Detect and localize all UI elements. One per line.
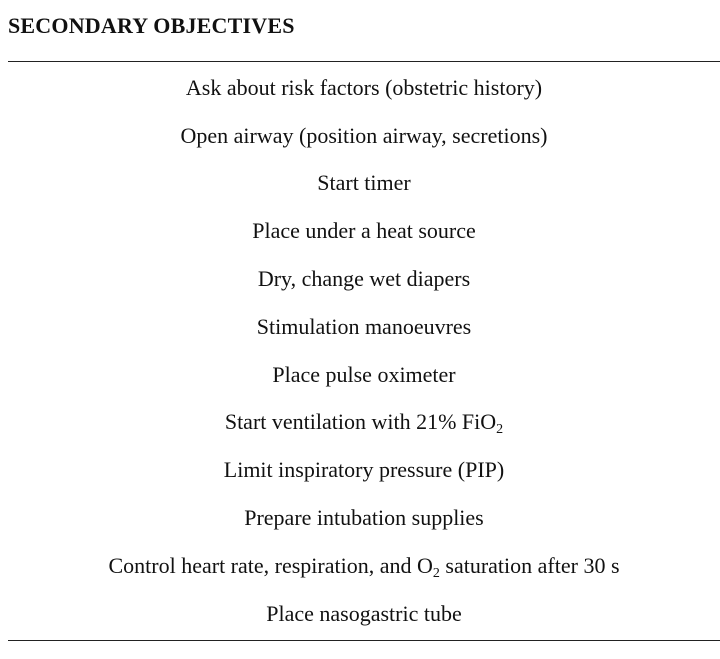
row-subscript: 2 — [432, 565, 440, 581]
row-text-pre: Control heart rate, respiration, and O — [108, 552, 433, 578]
top-rule — [8, 61, 720, 62]
row-text: Open airway (position airway, secretions) — [180, 122, 548, 148]
bottom-rule — [8, 640, 720, 641]
row-subscript: 2 — [496, 422, 504, 438]
table-row — [0, 160, 720, 208]
table-row — [0, 112, 720, 160]
table-row — [0, 446, 720, 494]
table-row — [0, 542, 720, 590]
row-text: Stimulation manoeuvres — [256, 313, 472, 339]
objectives-list — [0, 64, 720, 638]
table-title: SECONDARY OBJECTIVES — [8, 13, 295, 38]
row-text — [108, 553, 619, 579]
row-text: Place nasogastric tube — [266, 600, 462, 626]
table-row — [0, 494, 720, 542]
row-text-pre: Start ventilation with 21% FiO — [224, 409, 497, 435]
table-row — [0, 399, 720, 447]
row-text-post: saturation after 30 s — [439, 552, 620, 578]
row-text: Place under a heat source — [252, 218, 476, 244]
row-text: Dry, change wet diapers — [257, 266, 471, 292]
row-text — [224, 409, 504, 438]
row-text: Start timer — [317, 170, 411, 196]
row-text: Ask about risk factors (obstetric history) — [185, 74, 543, 100]
table-row — [0, 64, 720, 112]
row-text: Place pulse oximeter — [272, 361, 456, 387]
table-row — [0, 351, 720, 399]
table-row — [0, 207, 720, 255]
table-row — [0, 255, 720, 303]
row-text: Prepare intubation supplies — [244, 505, 484, 531]
row-text: Limit inspiratory pressure (PIP) — [223, 457, 505, 483]
table-row — [0, 590, 720, 638]
table-row — [0, 303, 720, 351]
